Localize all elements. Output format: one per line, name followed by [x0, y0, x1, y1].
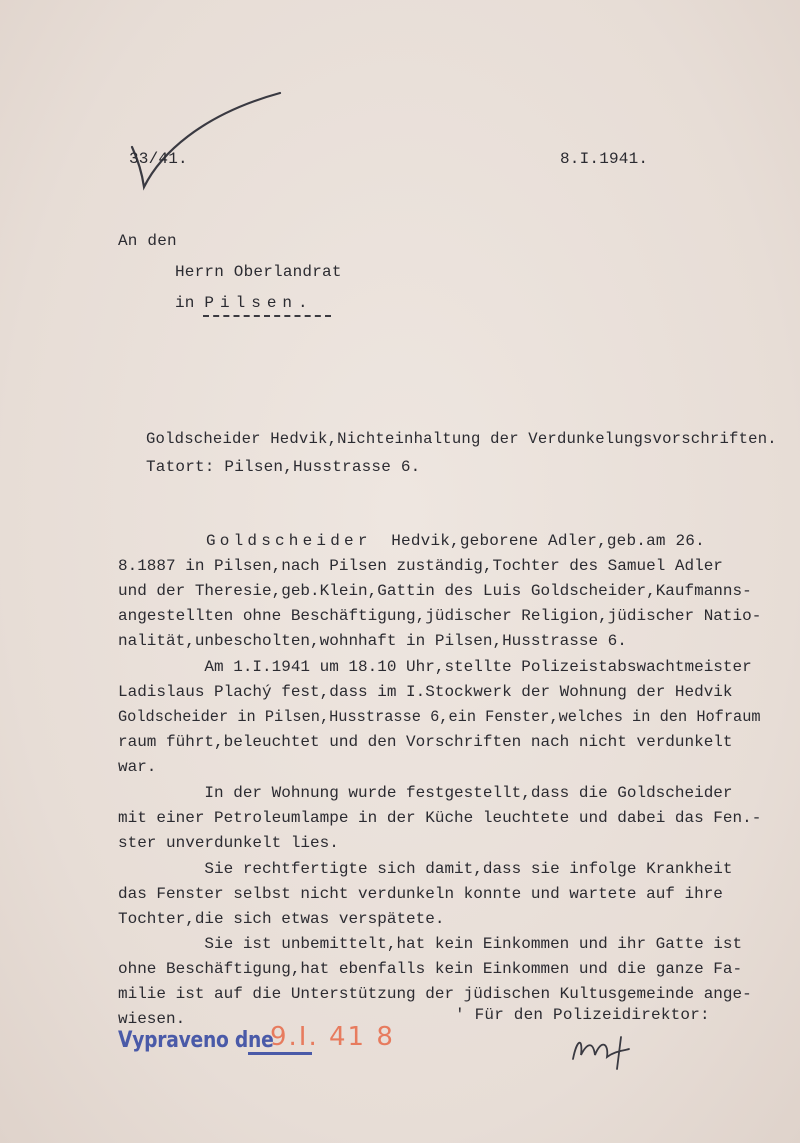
handwritten-dispatch-date: 9.I. 41 8 — [270, 1022, 395, 1052]
body-line: ster unverdunkelt lies. — [118, 834, 339, 852]
address-underline — [203, 315, 331, 317]
checkmark-mark — [120, 85, 290, 195]
body-line: 8.1887 in Pilsen,nach Pilsen zuständig,Tochter des Samuel Adler — [118, 557, 723, 575]
body-line: nalität,unbescholten,wohnhaft in Pilsen,Husstrasse 6. — [118, 632, 627, 650]
file-number: 33/41. — [129, 150, 188, 168]
body-line: Goldscheider in Pilsen,Husstrasse 6,ein Fenster,welches in den Hofraum — [118, 708, 761, 726]
body-line: raum führt,beleuchtet und den Vorschriften nach nicht verdunkelt — [118, 733, 733, 751]
body-line: Sie ist unbemittelt,hat kein Einkommen und ihr Gatte ist — [166, 935, 743, 953]
address-line-1: An den — [118, 232, 177, 250]
p1-line1-rest: Hedvik,geborene Adler,geb.am 26. — [391, 532, 705, 550]
signature-scribble — [565, 1025, 645, 1085]
body-line: wiesen. — [118, 1010, 186, 1028]
body-p1-line-1 — [206, 532, 705, 550]
address-line-2: Herrn Oberlandrat — [175, 263, 342, 281]
document-date: 8.I.1941. — [560, 150, 649, 168]
body-line: Ladislaus Plachý fest,dass im I.Stockwerk der Wohnung der Hedvik — [118, 683, 733, 701]
address-prefix: in — [175, 294, 195, 312]
dispatch-stamp: Vypraveno dne — [118, 1028, 274, 1053]
subject-line-2: Tatort: Pilsen,Husstrasse 6. — [146, 458, 421, 476]
body-line: und der Theresie,geb.Klein,Gattin des Luis Goldscheider,Kaufmanns- — [118, 582, 752, 600]
body-line: ohne Beschäftigung,hat ebenfalls kein Einkommen und die ganze Fa- — [118, 960, 743, 978]
stamp-underline — [248, 1052, 312, 1055]
subject-line-1: Goldscheider Hedvik,Nichteinhaltung der Verdunkelungsvorschriften. — [146, 430, 777, 448]
body-line: Am 1.I.1941 um 18.10 Uhr,stellte Polizeistabswachtmeister — [166, 658, 752, 676]
body-line: In der Wohnung wurde festgestellt,dass die Goldscheider — [166, 784, 733, 802]
address-city: Pilsen. — [204, 294, 314, 312]
body-line: mit einer Petroleumlampe in der Küche leuchtete und dabei das Fen.- — [118, 809, 762, 827]
body-line: war. — [118, 758, 157, 776]
signature-label: ' Für den Polizeidirektor: — [455, 1006, 710, 1024]
body-line: das Fenster selbst nicht verdunkeln konnte und wartete auf ihre — [118, 885, 723, 903]
body-line: angestellten ohne Beschäftigung,jüdischer Religion,jüdischer Natio- — [118, 607, 762, 625]
name-spaced: Goldscheider — [206, 532, 372, 550]
address-line-3 — [175, 294, 314, 312]
body-line: Sie rechtfertigte sich damit,dass sie infolge Krankheit — [166, 860, 733, 878]
body-line: milie ist auf die Unterstützung der jüdischen Kultusgemeinde ange- — [118, 985, 752, 1003]
body-line: Tochter,die sich etwas verspätete. — [118, 910, 445, 928]
